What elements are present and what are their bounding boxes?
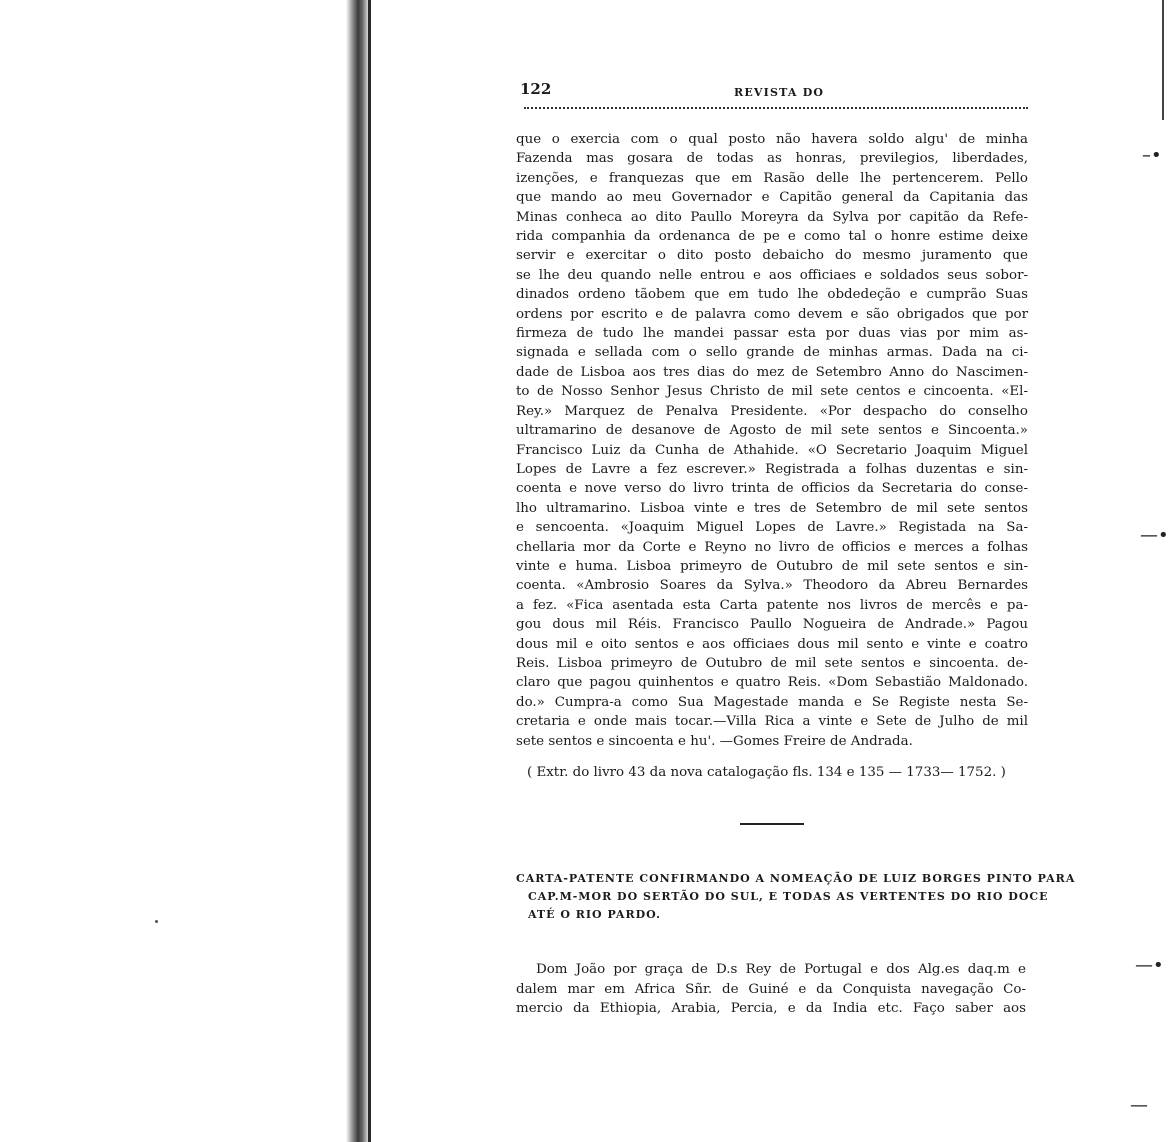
text-line: Dom João por graça de D.s Rey de Portugal e dos Alg.es daq.m e [536,962,1026,977]
text-line: que mando ao meu Governador e Capitão general da Capitania das [516,190,1028,206]
text-line: firmeza de tudo lhe mandei passar esta por duas vias por mim as- [516,326,1028,342]
text-line: Fazenda mas gosara de todas as honras, previlegios, liberdades, [516,151,1028,167]
section-title [516,870,1076,924]
header-rule [524,107,1028,112]
book-gutter-shadow [346,0,368,1142]
text-line: que o exercia com o qual posto não havera soldo algu' de minha [516,132,1028,147]
text-line: ordens por escrito e de palavra como devem e são obrigados que por [516,306,1028,322]
text-line: lho ultramarino. Lisboa vinte e tres de Setembro de mil sete sentos [516,500,1028,516]
text-line: izenções, e franquezas que em Rasão delle lhe pertencerem. Pello [516,170,1028,186]
text-line: Reis. Lisboa primeyro de Outubro de mil sete sentos e sincoenta. de- [516,655,1028,671]
text-line: coenta e nove verso do livro trinta de officios da Secretaria do conse- [516,481,1028,497]
text-line: Minas conheca ao dito Paullo Moreyra da Sylva por capitão da Refe- [516,209,1028,225]
text-line: a fez. «Fica asentada esta Carta patente nos livros de mercês e pa- [516,597,1028,613]
scan-speck [155,920,158,923]
edge-mark: —• [1140,525,1169,546]
text-line: Lopes de Lavre a fez escrever.» Registrada a folhas duzentas e sin- [516,461,1028,477]
section-title-line: CARTA-PATENTE CONFIRMANDO A NOMEAÇÃO DE LUIZ BORGES PINTO PARA [516,872,1076,885]
text-line: se lhe deu quando nelle entrou e aos officiaes e soldados seus sobor- [516,267,1028,283]
text-line: claro que pagou quinhentos e quatro Reis. «Dom Sebastião Maldonado. [516,675,1028,691]
page-edge-line [1162,0,1164,120]
edge-mark: —• [1135,955,1164,976]
page-header [520,80,1028,110]
page-number: 122 [520,80,552,98]
text-line: ultramarino de desanove de Agosto de mil sete sentos e Sincoenta.» [516,423,1028,439]
text-line: coenta. «Ambrosio Soares da Sylva.» Theodoro da Abreu Bernardes [516,578,1028,594]
text-line: cretaria e onde mais tocar.—Villa Rica a vinte e Sete de Julho de mil [516,714,1028,730]
section-title-line: CAP.M-MOR DO SERTÃO DO SUL, E TODAS AS VERTENTES DO RIO DOCE [528,890,1049,903]
running-title: REVISTA DO [734,86,825,99]
text-line: dade de Lisboa aos tres dias do mez de Setembro Anno do Nascimen- [516,364,1028,380]
text-line: sete sentos e sincoenta e hu'. —Gomes Freire de Andrada. [516,733,913,749]
text-line: rida companhia da ordenanca de pe e como tal o honre estime deixe [516,229,1028,245]
document-paragraph [516,960,1026,1019]
book-gutter-line [368,0,371,1142]
text-line: signada e sellada com o sello grande de minhas armas. Dada na ci- [516,345,1028,361]
text-line: do.» Cumpra-a como Sua Magestade manda e Se Registe nesta Se- [516,694,1028,710]
text-line: servir e exercitar o dito posto debaicho do mesmo juramento que [516,248,1028,264]
source-citation: ( Extr. do livro 43 da nova catalogação fls. 134 e 135 — 1733— 1752. ) [527,765,1006,780]
text-line: e sencoenta. «Joaquim Miguel Lopes de Lavre.» Registada na Sa- [516,520,1028,536]
section-title-line: ATÉ O RIO PARDO. [528,908,661,921]
text-line: Rey.» Marquez de Penalva Presidente. «Por despacho do conselho [516,403,1028,419]
text-line: dous mil e oito sentos e aos officiaes dous mil sento e vinte e coatro [516,636,1028,652]
edge-mark: –• [1142,145,1162,166]
text-line: dinados ordeno tãobem que em tudo lhe obdedeção e cumprão Suas [516,287,1028,303]
text-line: gou dous mil Réis. Francisco Paullo Nogueira de Andrade.» Pagou [516,617,1028,633]
text-line: Francisco Luiz da Cunha de Athahide. «O Secretario Joaquim Miguel [516,442,1028,458]
edge-mark: — [1130,1095,1148,1116]
text-line: chellaria mor da Corte e Reyno no livro de officios e merces a folhas [516,539,1028,555]
section-separator [740,823,804,825]
text-line: to de Nosso Senhor Jesus Christo de mil sete centos e cincoenta. «El- [516,384,1028,400]
body-text [516,130,1028,751]
text-line: vinte e huma. Lisboa primeyro de Outubro de mil sete sentos e sin- [516,558,1028,574]
text-line: mercio da Ethiopia, Arabia, Percia, e da India etc. Faço saber aos [516,1001,1026,1017]
text-line: dalem mar em Africa Sñr. de Guiné e da Conquista navegação Co- [516,981,1026,997]
